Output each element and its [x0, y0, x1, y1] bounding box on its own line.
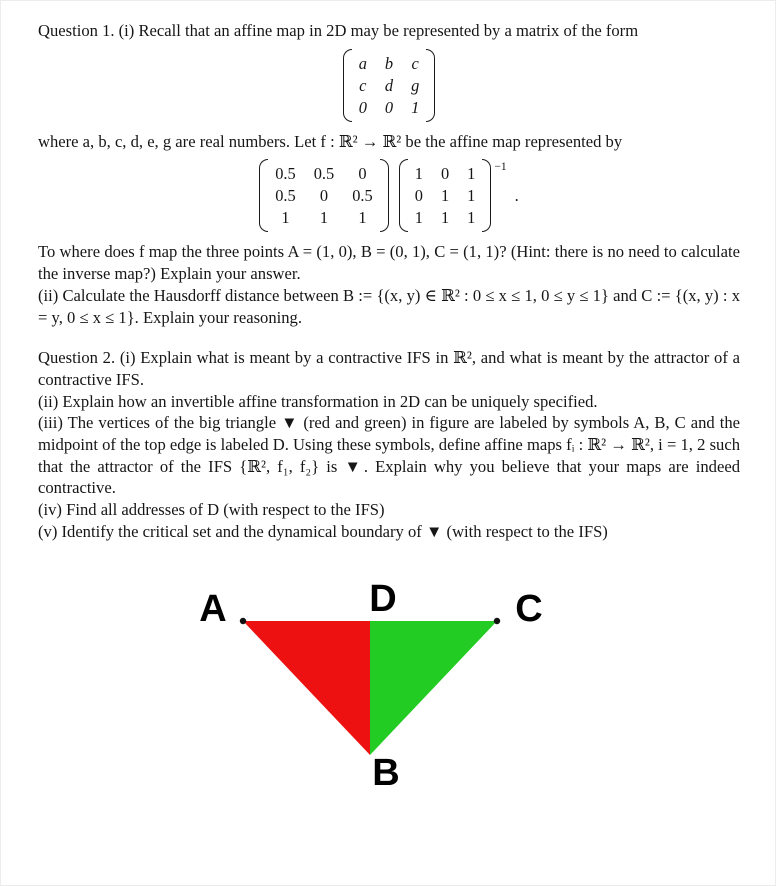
vertex-label-d: D [369, 577, 397, 620]
q2-part-i-text: Question 2. (i) Explain what is meant by a contractive IFS in ℝ², and what is meant by the attractor of a contractive IFS. [38, 348, 740, 389]
matrix-cell: a [358, 53, 367, 73]
matrix-cell: g [411, 75, 420, 95]
left-paren [259, 159, 268, 232]
matrix-cell: 0.5 [275, 186, 296, 206]
matrix-cell: 0 [384, 97, 394, 117]
triangle-svg [150, 569, 570, 805]
q2-part-ii-text: (ii) Explain how an invertible affine transformation in 2D can be uniquely specified. [38, 391, 598, 411]
matrix-cell: b [384, 53, 394, 73]
q2-part-v-text: (v) Identify the critical set and the dynamical boundary of ▼ (with respect to the IFS) [38, 521, 608, 541]
vertex-dot-c [494, 617, 500, 623]
vertex-label-c: C [515, 587, 543, 630]
q1-intro-text: Question 1. (i) Recall that an affine map in 2D may be represented by a matrix of the form [38, 21, 639, 40]
matrix-cell: 1 [414, 208, 423, 228]
matrix-cell: 0 [358, 97, 367, 117]
matrix-cell: c [359, 75, 367, 95]
left-paren [343, 49, 352, 122]
display-period: . [514, 186, 519, 206]
numeric-matrix-left [259, 159, 389, 232]
matrix-cell: 0.5 [313, 164, 335, 184]
matrix-cell: 0 [440, 164, 450, 184]
general-affine-matrix [343, 49, 436, 122]
green-right-triangle [370, 621, 497, 755]
matrix-cell: 1 [467, 208, 476, 228]
matrix-cell: 0.5 [275, 164, 296, 184]
q1-part-i-question-text: To where does f map the three points A = (1, 0), B = (0, 1), C = (1, 1)? (Hint: there is no need to calculate the inverse map?) Explain your answer. [38, 242, 740, 284]
q1-general-matrix-display [38, 49, 740, 122]
vertex-label-a: A [199, 587, 227, 630]
matrix-cell: 1 [414, 164, 423, 184]
q2-part-iii-text: (iii) The vertices of the big triangle ▼ (red and green) in figure are labeled by symbols A, B, C and the midpoint of the top edge is labeled D. Using these symbols, define affine maps fᵢ : ℝ² → ℝ², i = 1, 2 such that the attractor of the IFS {ℝ², f₁, f₂} is ▼. Explain why you believe that your maps are indeed contractive. [38, 413, 740, 498]
matrix-cell: 1 [411, 97, 420, 117]
right-paren [482, 159, 491, 232]
matrix-cell: 0 [319, 186, 329, 206]
matrix-cell: 0.5 [352, 186, 373, 206]
triangle-figure [150, 569, 740, 811]
matrix-cells [352, 49, 427, 122]
q2-part-iv-text: (iv) Find all addresses of D (with respect to the IFS) [38, 500, 385, 520]
question-separator [38, 328, 740, 347]
q1-where-text: where a, b, c, d, e, g are real numbers. Let f : ℝ² → ℝ² be the affine map represented by [38, 131, 623, 151]
inverse-exponent: −1 [494, 161, 507, 174]
matrix-cells [268, 159, 380, 232]
left-paren [399, 159, 408, 232]
matrix-cell: 1 [281, 208, 290, 228]
matrix-cell: 1 [467, 186, 476, 206]
matrix-cells [408, 159, 483, 232]
red-left-triangle [243, 621, 370, 755]
matrix-cell: 1 [358, 208, 367, 228]
matrix-cell: 0 [414, 186, 423, 206]
matrix-cell: 1 [440, 208, 450, 228]
right-paren [380, 159, 389, 232]
matrix-cell: 1 [467, 164, 476, 184]
right-paren [426, 49, 435, 122]
matrix-cell: c [411, 53, 419, 73]
numeric-matrix-right [399, 159, 492, 232]
matrix-cell: 1 [319, 208, 329, 228]
q1-product-display [38, 159, 740, 232]
numeric-matrix-right-group [399, 159, 507, 232]
q1-part-ii-text: (ii) Calculate the Hausdorff distance between B := {(x, y) ∈ ℝ² : 0 ≤ x ≤ 1, 0 ≤ y ≤ 1} and C := {(x, y) : x = y, 0 ≤ x ≤ 1}. Explain your reasoning. [38, 285, 740, 327]
matrix-cell: d [384, 75, 394, 95]
matrix-cell: 0 [358, 164, 367, 184]
matrix-cell: 1 [440, 186, 450, 206]
vertex-dot-a [240, 617, 246, 623]
vertex-label-b: B [372, 751, 400, 794]
